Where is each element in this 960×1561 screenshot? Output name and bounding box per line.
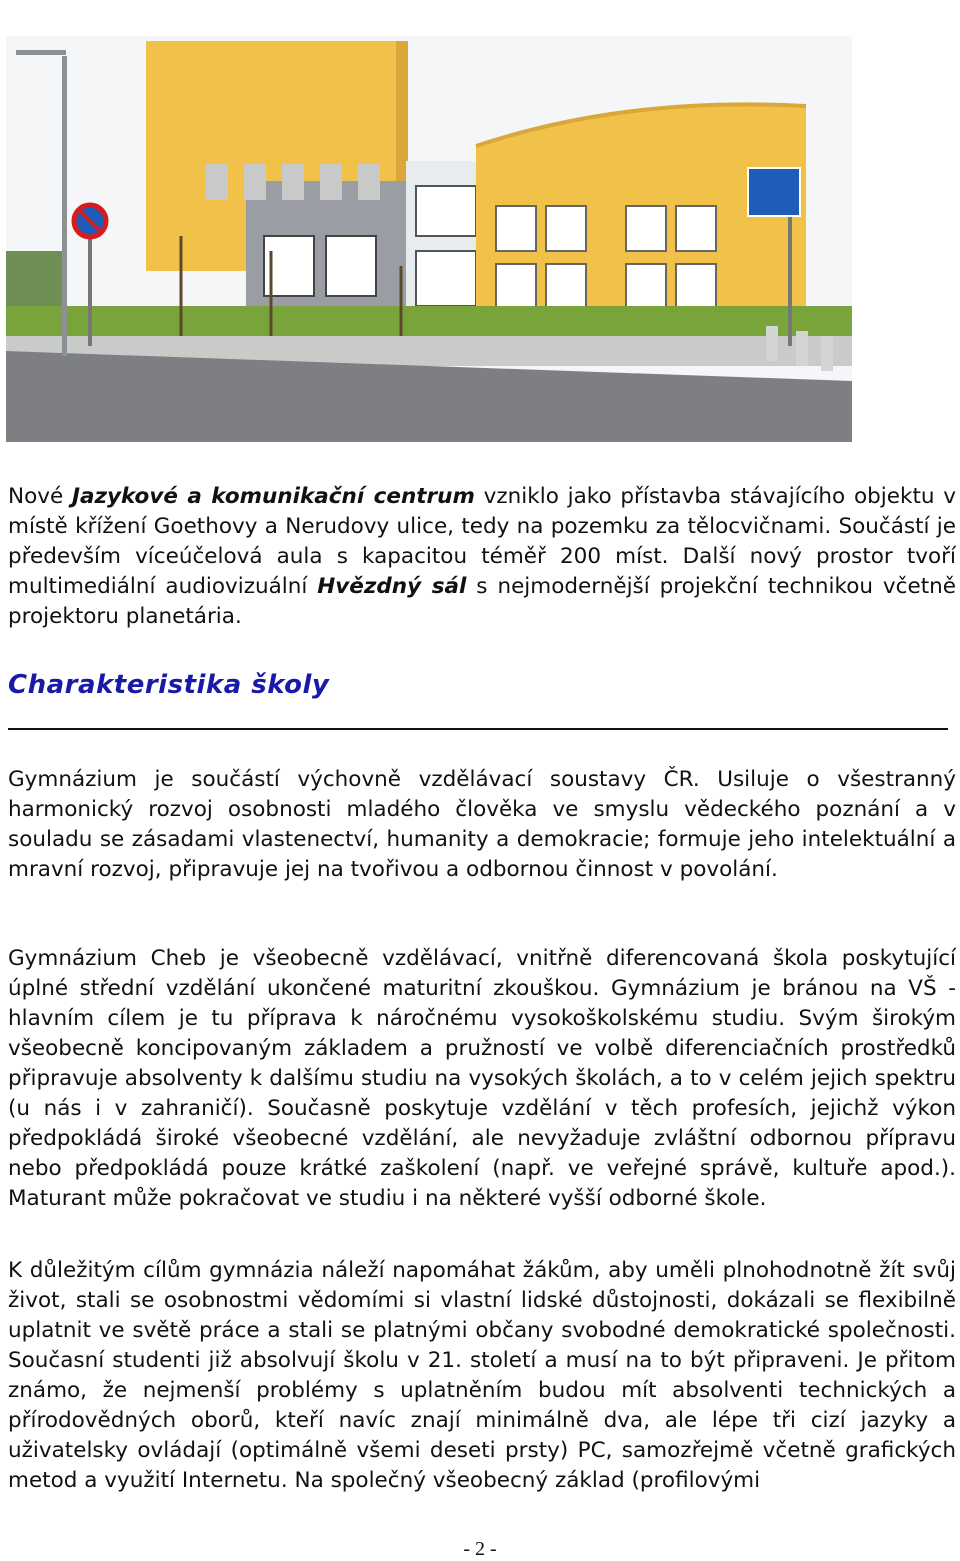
building-photo [6, 36, 852, 442]
intro-text-1: Nové [8, 484, 72, 509]
paragraph-2: Gymnázium Cheb je všeobecně vzdělávací, vnitřně diferencovaná škola poskytující úplné střední vzdělání ukončené maturitní zkouškou. Gymnázium je bránou na VŠ - hlavním cílem je tu příprava k náročnému vysokoškolskému studiu. Svým širokým všeobecně koncipovaným základem a pružností ve volbě diferenciačních prostředků připravuje absolventy k dalšímu studiu na vysokých školách, a to v celém jejich spektru (u nás i v zahraničí). Současně poskytuje vzdělání v těch profesích, jejichž výkon předpokládá široké všeobecné vzdělání, ale nevyžaduje zvláštní odbornou přípravu nebo předpokládá pouze krátké zaškolení (např. ve veřejné správě, kultuře apod.). Maturant může pokračovat ve studiu i na některé vyšší odborné škole. [8, 946, 956, 1211]
lamp-post [62, 56, 67, 356]
blue-info-sign [748, 168, 800, 216]
intro-text-2: vzniklo jako přístavba stávajícího objektu v místě křížení Goethovy a Nerudovy ulice, tedy na pozemku za tělocvičnami. Součástí je především víceúčelová aula s kapacitou téměř 200 míst. Další nový prostor tvoří multimediální audiovizuální [8, 484, 957, 599]
intro-emphasis-sal: Hvězdný sál [317, 574, 467, 599]
page-number: - 2 - [463, 1538, 497, 1560]
intro-text-3: s nejmodernější projekční technikou včetně projektoru planetária. [8, 574, 956, 629]
intro-paragraph [8, 482, 956, 632]
sign-pole [88, 236, 92, 346]
heading-rule [8, 728, 948, 730]
blue-sign-pole [788, 216, 792, 346]
paragraph-3: K důležitým cílům gymnázia náleží napomáhat žákům, aby uměli plnohodnotně žít svůj život, stali se osobnostmi vědomími si vlastní lidské důstojnosti, dokázali se flexibilně uplatnit ve světě práce a stali se platnými občany svobodné demokratické společnosti. Současní studenti již absolvují školu v 21. století a musí na to být připraveni. Je přitom známo, že nejmenší problémy s uplatněním budou mít absolventi technických a přírodovědných oborů, kteří navíc znají minimálně dva, ale lépe tři cizí jazyky a uživatelsky ovládají (optimálně všemi deseti prsty) PC, samozřejmě včetně grafických metod a využití Internetu. Na společný všeobecný základ (profilovými [8, 1258, 956, 1493]
building-illustration [6, 36, 852, 442]
paragraph-1: Gymnázium je součástí výchovně vzdělávací soustavy ČR. Usiluje o všestranný harmonický rozvoj osobnosti mladého člověka ve smyslu vědeckého poznání a v souladu se zásadami vlastenectví, humanity a demokracie; formuje jeho intelektuální a mravní rozvoj, připravuje jej na tvořivou a odbornou činnost v povolání. [8, 767, 956, 882]
lamp-arm [16, 50, 66, 55]
section-heading: Charakteristika školy [8, 670, 330, 700]
intro-emphasis-centrum: Jazykové a komunikační centrum [71, 484, 475, 509]
